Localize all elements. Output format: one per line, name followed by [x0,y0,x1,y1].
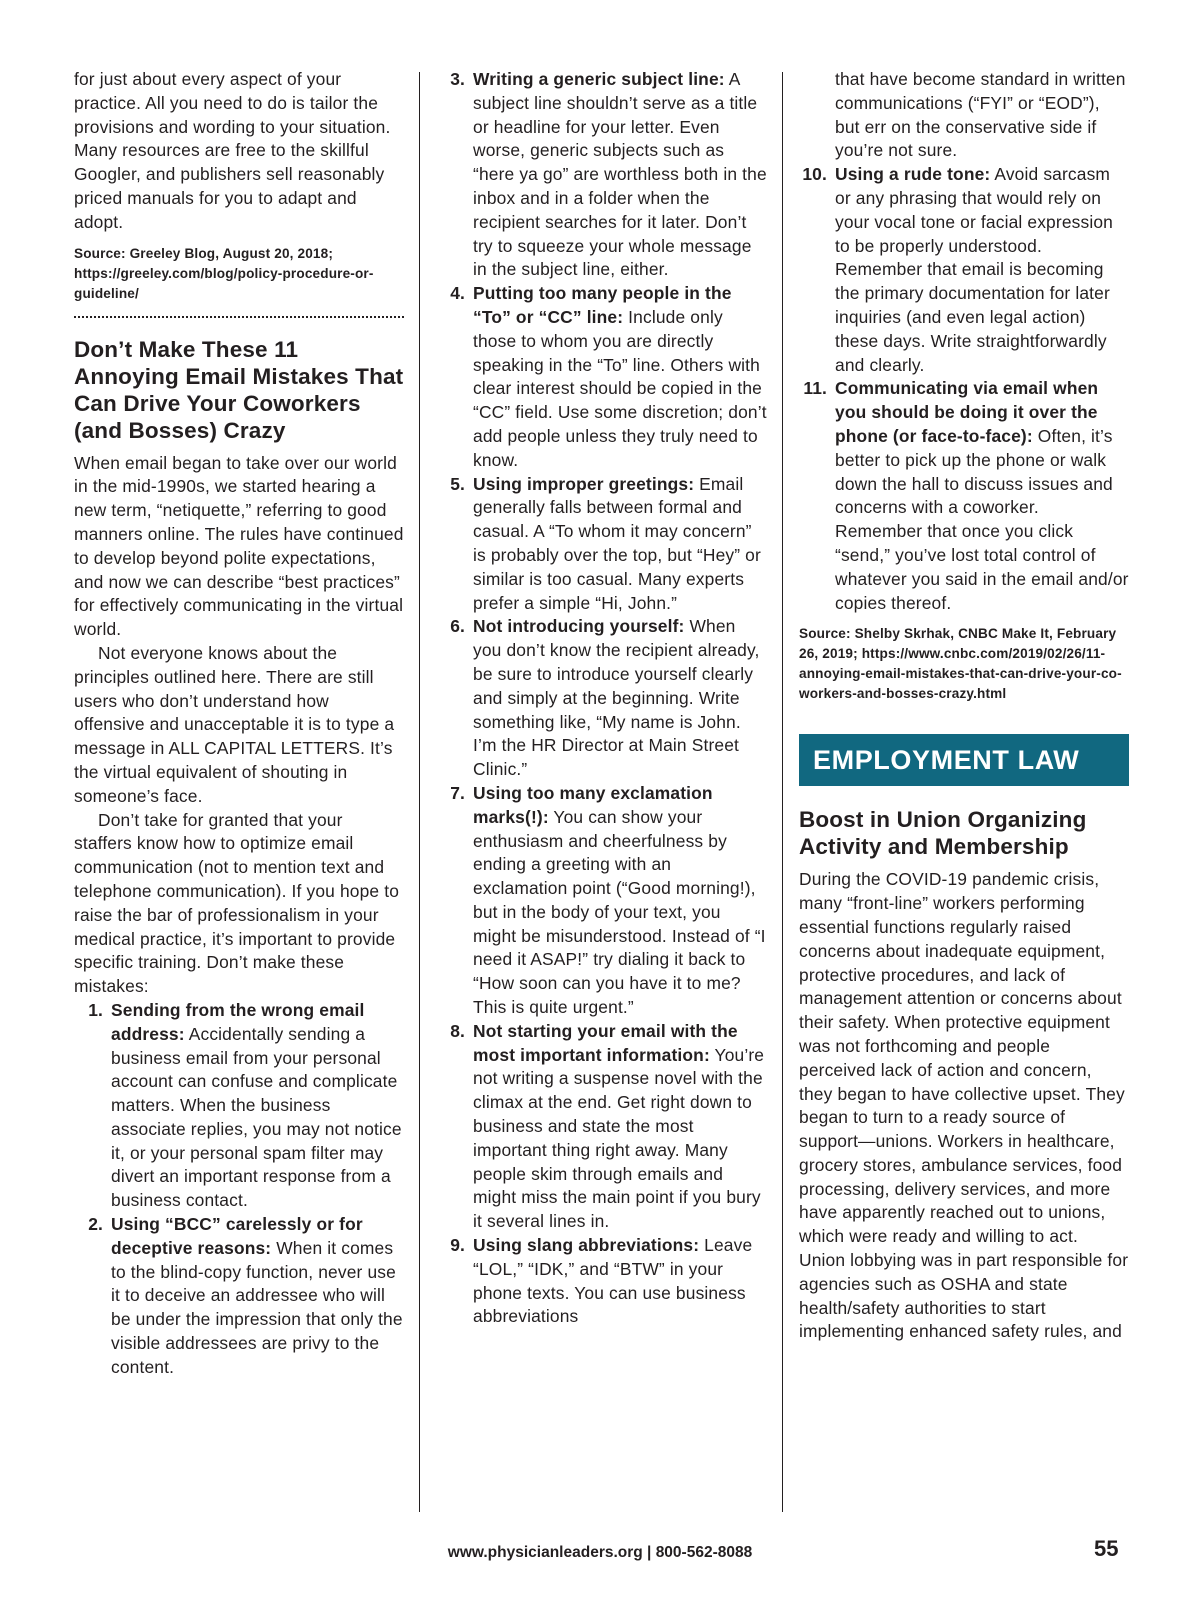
item-lead: Writing a generic subject line: [473,69,725,89]
article-title: Boost in Union Organizing Activity and Membership [799,807,1087,860]
dotted-separator [74,316,404,318]
item-lead: Sending from the wrong email address: [111,999,365,1044]
column-divider [782,72,783,1512]
list-item [437,473,767,616]
item-number: 7. [450,782,465,803]
item-lead: Not starting your email with the most important information: [473,1020,738,1065]
list-item-continuation: that have become standard in written communications (“FYI” or “EOD”), but err on the conservative side if you’re not sure. [835,69,1126,161]
body-paragraph: Don’t take for granted that your staffers know how to optimize email communication (not to mention text and telephone communication). If you hope to raise the bar of professionalism in your medical practice, it’s important to provide specific training. Don’t make these mistakes: [74,809,400,997]
item-text: You’re not writing a suspense novel with the climax at the end. Get right down to business and state the most important thing right away. Many people skim through emails and might miss the main point if you bury it several lines in. [473,1044,765,1232]
body-paragraph: During the COVID-19 pandemic crisis, many “front-line” workers performing essential functions regularly raised concerns about inadequate equipment, protective procedures, and lack of management attention or concerns about their safety. When protective equipment was not forthcoming and people perceived lack of action and concern, they began to have collective upset. They began to turn to a ready source of support—unions. Workers in healthcare, grocery stores, ambulance services, food processing, delivery services, and more have apparently reached out to unions, which were ready and willing to act. Union lobbying was in part responsible for agencies such as OSHA and state health/safety authorities to start implementing enhanced safety rules, and [799,869,1129,1342]
item-number: 1. [88,999,103,1020]
item-text: Avoid sarcasm or any phrasing that would rely on your vocal tone or facial expression to be properly understood. Remember that email is becoming the primary documentation for later inquiries (and even legal action) these days. Write straightforwardly and clearly. [835,164,1113,375]
item-number: 3. [450,69,465,89]
column-3 [799,68,1129,1344]
item-lead: Communicating via email when you should be doing it over the phone (or face-to-face): [835,378,1099,446]
column-2 [437,68,767,1329]
item-text: You can show your enthusiasm and cheerfulness by ending a greeting with an exclamation point (“Good morning!), but in the body of your text, you might be misunderstood. Instead of “I need it ASAP!” try dialing it back to “How soon can you have it to me? This is quite urgent.” [473,806,766,1018]
source-citation: Source: Greeley Blog, August 20, 2018; https://greeley.com/blog/policy-procedure-or-guideline/ [74,245,374,301]
mistakes-list [437,68,767,1329]
item-lead: Using improper greetings: [473,473,695,494]
item-number: 2. [88,1214,103,1235]
item-text: Include only those to whom you are directly speaking in the “To” line. Others with clear interest should be copied in the “CC” field. Use some discretion; don’t add people unless they truly need to know. [473,306,767,470]
page-number: 55 [1094,1536,1119,1561]
list-item [437,68,767,282]
article-title: Don’t Make These 11 Annoying Email Mistakes That Can Drive Your Coworkers (and Bosses) Crazy [74,336,404,443]
item-text: Email generally falls between formal and casual. A “To whom it may concern” is probably over the top, but “Hey” or similar is too casual. Many experts prefer a simple “Hi, John.” [473,473,761,613]
item-text: When it comes to the blind-copy function, never use it to deceive an addressee who will be under the impression that only the visible addressees are privy to the content. [111,1237,403,1377]
item-number: 8. [450,1020,465,1041]
list-item [437,1234,767,1329]
item-number: 4. [450,283,465,304]
list-item [74,1213,404,1380]
item-number: 11. [803,378,827,399]
item-text: Leave “LOL,” “IDK,” and “BTW” in your phone texts. You can use business abbreviations [473,1235,753,1327]
list-item [799,163,1129,377]
item-lead: Using slang abbreviations: [473,1235,700,1256]
mistakes-list [74,999,404,1380]
column-divider [419,72,420,1512]
item-number: 6. [450,616,465,637]
source-citation: Source: Shelby Skrhak, CNBC Make It, February 26, 2019; https://www.cnbc.com/2019/02/26/11- annoying-email-mistakes-that-can-drive-your-co-workers-and-bosses-crazy.html [799,626,1122,702]
item-number: 5. [450,473,465,494]
intro-paragraph: for just about every aspect of your practice. All you need to do is tailor the provisions and wording to your situation. Many resources are free to the skillful Googler, and publishers sell reasonably priced manuals for you to adapt and adopt. [74,69,391,232]
list-item [437,1020,767,1234]
list-item [437,282,767,472]
list-item [437,782,767,1020]
footer-contact: www.physicianleaders.org | 800-562-8088 [447,1544,753,1561]
item-number: 10. [802,164,827,185]
item-lead: Using too many exclamation marks(!): [473,782,713,827]
list-item [437,615,767,782]
body-paragraph: Not everyone knows about the principles outlined here. There are still users who don’t understand how offensive and unacceptable it is to type a message in ALL CAPITAL LETTERS. It’s the virtual equivalent of shouting in someone’s face. [74,642,395,806]
column-1 [74,68,404,1380]
list-item [799,377,1129,615]
item-lead: Using a rude tone: [835,164,991,185]
mistakes-list [799,163,1129,615]
section-banner: EMPLOYMENT LAW [799,734,1129,786]
item-text: Accidentally sending a business email from your personal account can confuse and complicate matters. When the business associate replies, you may not notice it, or your personal spam filter may divert an important response from a business contact. [111,1023,402,1211]
item-text: Often, it’s better to pick up the phone or walk down the hall to discuss issues and concerns with a coworker. Remember that once you click “send,” you’ve lost total control of whatever you said in the email and/or copies thereof. [835,425,1129,613]
item-text: When you don’t know the recipient already, be sure to introduce yourself clearly and simply at the beginning. Write something like, “My name is John. I’m the HR Director at Main Street Clinic.” [473,616,760,780]
item-number: 9. [450,1235,465,1256]
item-lead: Using “BCC” carelessly or for deceptive reasons: [111,1214,363,1258]
item-text: A subject line shouldn’t serve as a title or headline for your letter. Even worse, generic subjects such as “here ya go” are worthless both in the inbox and in a folder when the recipient searches for it later. Don’t try to squeeze your whole message in the subject line, either. [473,69,767,280]
item-lead: Not introducing yourself: [473,616,685,637]
list-item [74,999,404,1213]
item-lead: Putting too many people in the “To” or “CC” line: [473,283,732,327]
body-paragraph: When email began to take over our world in the mid-1990s, we started hearing a new term, “netiquette,” referring to good manners online. The rules have continued to develop beyond polite expectations, and now we can describe “best practices” for effectively communicating in the virtual world. [74,452,404,640]
